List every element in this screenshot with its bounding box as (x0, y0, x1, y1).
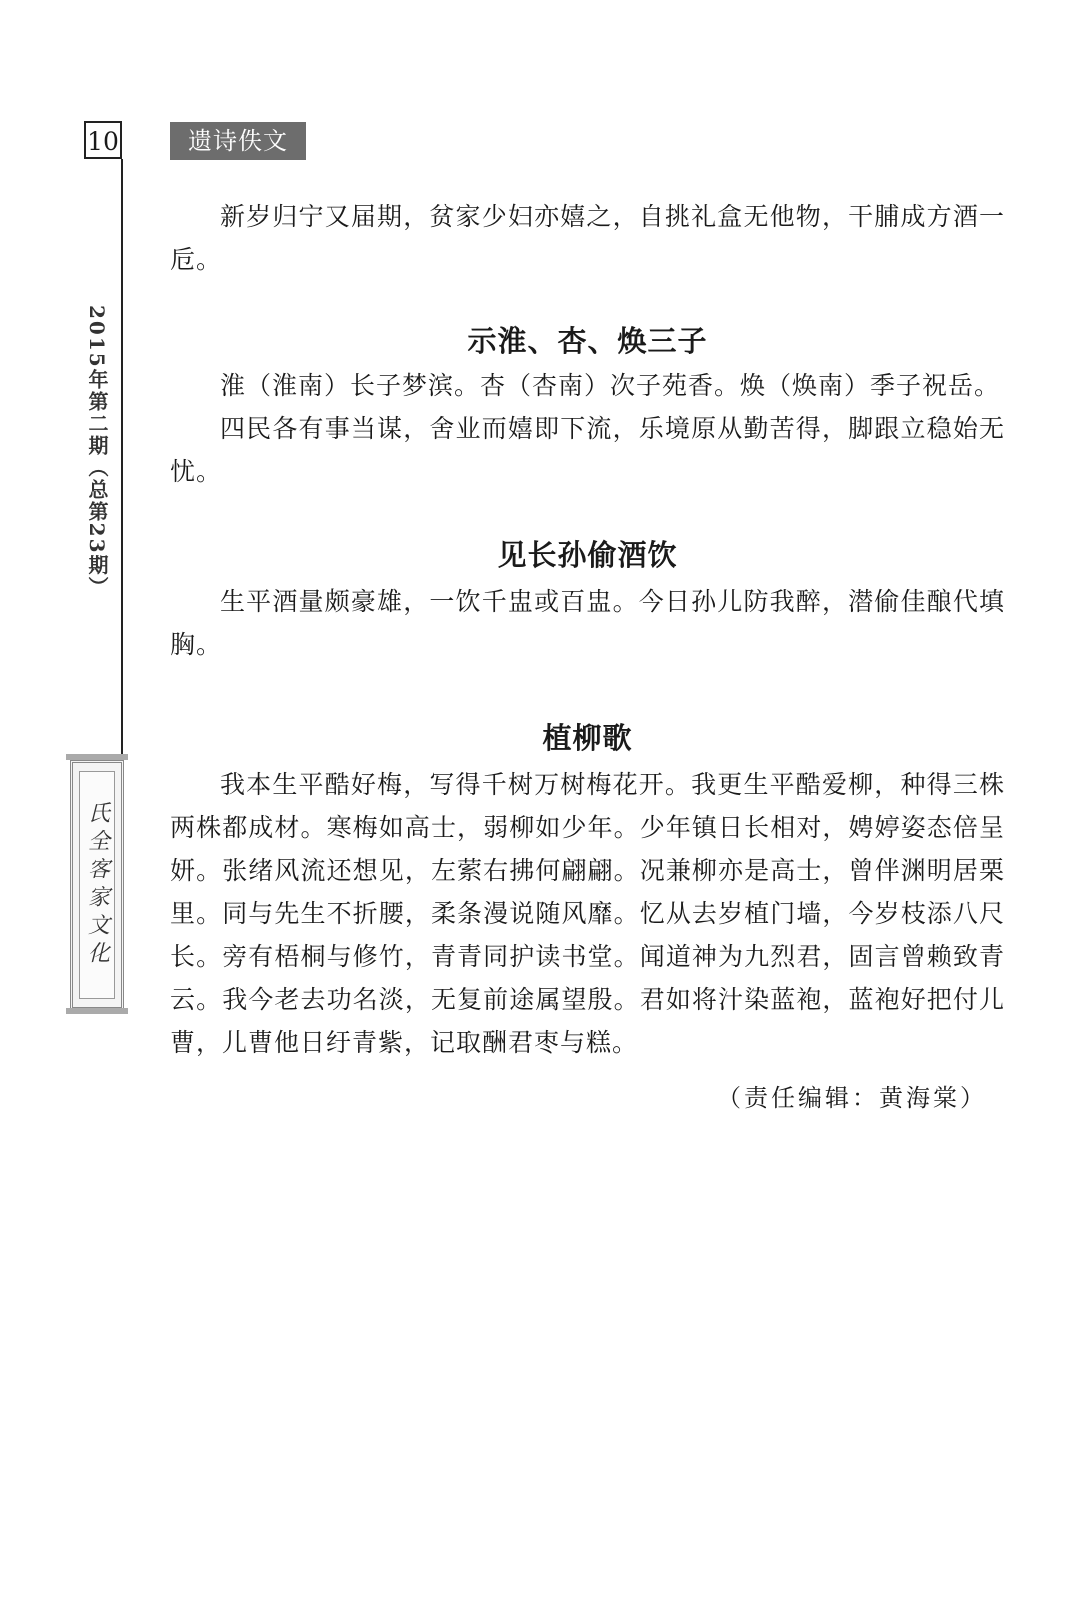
poem-title: 植柳歌 (542, 721, 633, 755)
page-number: 10 (84, 121, 122, 159)
paragraph: 新岁归宁又届期，贫家少妇亦嬉之，自挑礼盒无他物，干脯成方酒一卮。 (170, 202, 1005, 274)
emblem-text: 氏全客家文化 (79, 771, 115, 999)
paragraph: 生平酒量颇豪雄，一饮千盅或百盅。今日孙儿防我醉，潜偷佳酿代填胸。 (170, 587, 1005, 659)
emblem-rod-bottom (66, 1008, 128, 1014)
issue-label: 2015年第二期（总第23期） (85, 305, 109, 599)
paragraph: 我本生平酷好梅，写得千树万树梅花开。我更生平酷爱柳，种得三株两株都成材。寒梅如高士，弱柳如少年。少年镇日长相对，娉婷姿态倍呈妍。张绪风流还想见，左萦右拂何翩翩。况兼柳亦是高士，曾伴渊明居栗里。同与先生不折腰，柔条漫说随风靡。忆从去岁植门墙，今岁枝添八尺长。旁有梧桐与修竹，青青同护读书堂。闻道神为九烈君，固言曾赖致青云。我今老去功名淡，无复前途属望殷。君如将汁染蓝袍，蓝袍好把付儿曹，儿曹他日纡青紫，记取酬君枣与糕。 (170, 770, 1005, 1057)
paragraph: 四民各有事当谋，舍业而嬉即下流，乐境原从勤苦得，脚跟立稳始无忧。 (170, 414, 1005, 486)
margin-rule (121, 159, 123, 759)
article-body (170, 195, 1005, 1113)
editor-credit: （责任编辑：黄海棠） (717, 1084, 987, 1112)
section-tag: 遗诗佚文 (170, 122, 306, 160)
paragraph: 淮（淮南）长子梦滨。杏（杏南）次子苑香。焕（焕南）季子祝岳。 (220, 371, 1001, 400)
poem-title: 见长孙偷酒饮 (497, 538, 678, 572)
journal-emblem (70, 760, 124, 1010)
poem-title: 示淮、杏、焕三子 (467, 324, 708, 358)
